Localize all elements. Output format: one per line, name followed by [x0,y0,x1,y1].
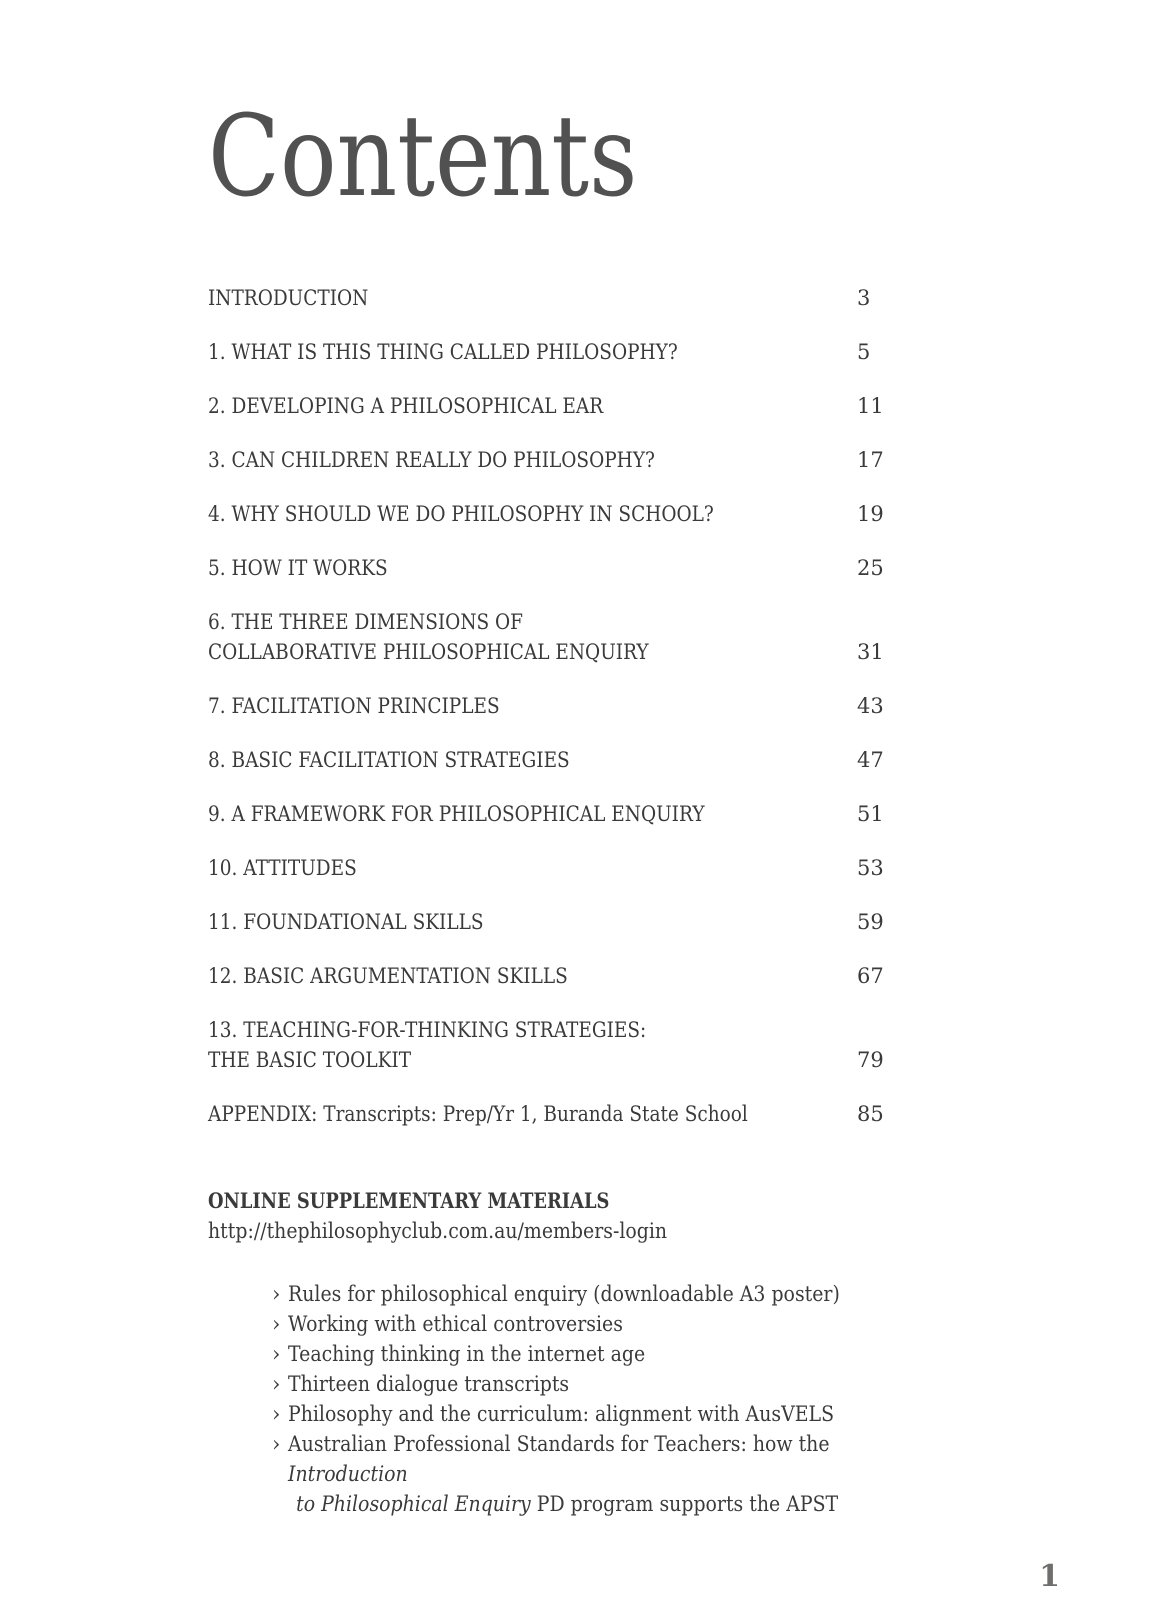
list-item [272,1279,988,1309]
bullet-chevron-icon: › [272,1282,281,1306]
toc-entry [208,391,968,421]
toc-entry-label [208,391,877,421]
folio-page-number: 1 [1039,1559,1060,1594]
toc-entry [208,607,968,667]
list-item [272,1309,988,1339]
toc-entry-label [208,1099,877,1129]
toc-entry-label-line: 4. WHY SHOULD WE DO PHILOSOPHY IN SCHOOL? [208,502,714,526]
list-item-line [296,1489,918,1519]
toc-entry-page-number: 11 [857,394,884,418]
list-item-line [288,1309,918,1339]
list-item [272,1429,988,1519]
list-item [272,1399,988,1429]
toc-entry-label-line: COLLABORATIVE PHILOSOPHICAL ENQUIRY [208,640,649,664]
toc-entry-label [208,961,877,991]
text-segment: Teaching thinking in the internet age [288,1342,646,1366]
toc-entry [208,1099,968,1129]
toc-entry-label-line: INTRODUCTION [208,286,369,310]
toc-entry-label-line: 3. CAN CHILDREN REALLY DO PHILOSOPHY? [208,448,655,472]
toc-entry-label-line: 12. BASIC ARGUMENTATION SKILLS [208,964,568,988]
list-item-line [288,1399,918,1429]
toc-entry-page-number: 5 [857,340,871,364]
supplementary-url-link[interactable]: http://thephilosophyclub.com.au/members-login [208,1219,668,1243]
toc-entry [208,961,968,991]
toc-entry-label [208,799,877,829]
toc-entry-label [208,1015,877,1075]
list-item-text [288,1399,918,1429]
toc-entry [208,553,968,583]
toc-entry-label-line: THE BASIC TOOLKIT [208,1048,412,1072]
bullet-chevron-icon: › [272,1432,281,1456]
toc-entry-page-number: 25 [857,556,884,580]
toc-entry-label-line: 6. THE THREE DIMENSIONS OF [208,610,524,634]
toc-entry-page-number: 67 [857,964,884,988]
toc-entry-label [208,853,877,883]
toc-entry [208,337,968,367]
toc-entry-page-number: 85 [857,1102,884,1126]
toc-entry-page-number: 59 [857,910,884,934]
text-segment: Thirteen dialogue transcripts [288,1372,570,1396]
text-segment: Philosophy and the curriculum: alignment with AusVELS [288,1402,835,1426]
toc-entry-page-number: 79 [857,1048,884,1072]
toc-entry-label-line: 13. TEACHING-FOR-THINKING STRATEGIES: [208,1018,647,1042]
text-segment: Rules for philosophical enquiry (downloadable A3 poster) [288,1282,840,1306]
toc-entry-label-line: 11. FOUNDATIONAL SKILLS [208,910,484,934]
list-item-line [288,1279,918,1309]
toc-entry [208,691,968,721]
supplementary-list [272,1279,988,1519]
list-item [272,1369,988,1399]
toc-entry [208,283,968,313]
list-item-text [288,1369,918,1399]
bullet-chevron-icon: › [272,1342,281,1366]
toc-entry [208,499,968,529]
toc-entry-label-line: 9. A FRAMEWORK FOR PHILOSOPHICAL ENQUIRY [208,802,705,826]
supplementary-section [208,1186,988,1519]
toc-entry-page-number: 43 [857,694,884,718]
text-segment: Australian Professional Standards for Teachers: how the [288,1432,830,1456]
toc-entry-page-number: 47 [857,748,884,772]
list-item-text [288,1429,918,1519]
page-title: Contents [208,92,638,222]
text-segment: PD program supports the APST [530,1492,839,1516]
toc-entry-label-line: 10. ATTITUDES [208,856,357,880]
supplementary-heading: ONLINE SUPPLEMENTARY MATERIALS [208,1188,610,1213]
toc-entry-label-line: 8. BASIC FACILITATION STRATEGIES [208,748,570,772]
toc-entry-label-line: 1. WHAT IS THIS THING CALLED PHILOSOPHY? [208,340,678,364]
toc-entry [208,907,968,937]
bullet-chevron-icon: › [272,1312,281,1336]
text-segment: Working with ethical controversies [288,1312,623,1336]
toc-entry-label-line: APPENDIX: Transcripts: Prep/Yr 1, Buranda State School [208,1102,748,1126]
toc-entry-label-line: 2. DEVELOPING A PHILOSOPHICAL EAR [208,394,604,418]
list-item-text [288,1339,918,1369]
toc-entry-label [208,283,877,313]
list-item-text [288,1309,918,1339]
toc-entry-label [208,691,877,721]
toc-entry [208,1015,968,1075]
toc-entry [208,853,968,883]
toc-entry-label [208,607,877,667]
bullet-chevron-icon: › [272,1372,281,1396]
toc-entry-page-number: 53 [857,856,884,880]
toc-entry-label [208,745,877,775]
toc-entry [208,445,968,475]
table-of-contents [208,283,968,1153]
list-item-line [288,1369,918,1399]
bullet-chevron-icon: › [272,1402,281,1426]
toc-entry-label [208,337,877,367]
toc-entry-page-number: 51 [857,802,884,826]
italic-text-segment: Introduction [288,1462,408,1486]
toc-entry-label [208,907,877,937]
toc-entry [208,799,968,829]
list-item-text [288,1279,918,1309]
list-item-line [288,1339,918,1369]
list-item-line [288,1429,918,1489]
toc-entry-label-line: 7. FACILITATION PRINCIPLES [208,694,500,718]
toc-entry-page-number: 19 [857,502,884,526]
list-item [272,1339,988,1369]
toc-entry-label-line: 5. HOW IT WORKS [208,556,388,580]
toc-entry-label [208,445,877,475]
toc-entry [208,745,968,775]
toc-entry-page-number: 31 [857,640,884,664]
toc-entry-page-number: 3 [857,286,871,310]
toc-entry-label [208,553,877,583]
italic-text-segment: to Philosophical Enquiry [296,1492,531,1516]
toc-entry-label [208,499,877,529]
toc-entry-page-number: 17 [857,448,884,472]
